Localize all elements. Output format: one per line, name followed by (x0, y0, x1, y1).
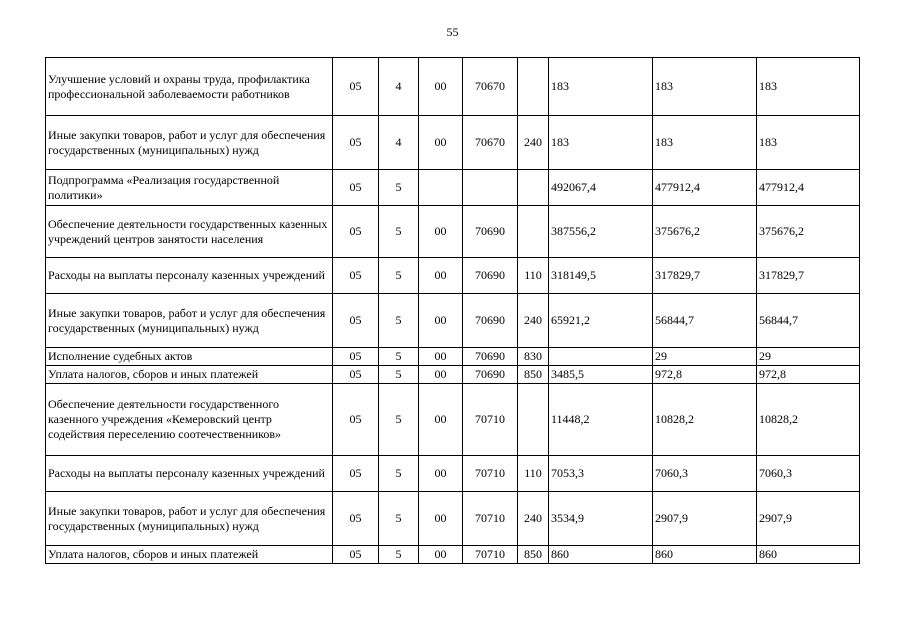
value-year3-cell: 183 (757, 116, 860, 170)
expense-type-cell (518, 170, 549, 206)
expense-type-cell: 850 (518, 546, 549, 564)
section-cell: 05 (333, 546, 379, 564)
table-row (46, 258, 860, 294)
value-year3-cell: 317829,7 (757, 258, 860, 294)
value-year2-cell: 317829,7 (653, 258, 757, 294)
section-cell: 05 (333, 348, 379, 366)
value-year1-cell: 387556,2 (549, 206, 653, 258)
section-cell: 05 (333, 492, 379, 546)
value-year3-cell: 10828,2 (757, 384, 860, 456)
article-cell: 70670 (463, 58, 518, 116)
budget-table (45, 57, 860, 564)
expense-type-cell: 850 (518, 366, 549, 384)
table-row (46, 366, 860, 384)
row-name-cell: Расходы на выплаты персоналу казенных учреждений (46, 456, 333, 492)
table-row (46, 294, 860, 348)
value-year3-cell: 375676,2 (757, 206, 860, 258)
article-cell: 70690 (463, 348, 518, 366)
value-year1-cell: 183 (549, 58, 653, 116)
row-name-cell: Уплата налогов, сборов и иных платежей (46, 546, 333, 564)
expense-type-cell: 240 (518, 492, 549, 546)
section-cell: 05 (333, 456, 379, 492)
subsection-cell: 5 (379, 546, 419, 564)
subsection-cell: 5 (379, 294, 419, 348)
subsection-cell: 5 (379, 366, 419, 384)
article-cell: 70710 (463, 546, 518, 564)
row-name-cell: Уплата налогов, сборов и иных платежей (46, 366, 333, 384)
table-row (46, 456, 860, 492)
row-name-cell: Иные закупки товаров, работ и услуг для обеспечения государственных (муниципальных) нужд (46, 116, 333, 170)
value-year2-cell: 29 (653, 348, 757, 366)
value-year3-cell: 2907,9 (757, 492, 860, 546)
expense-type-cell: 110 (518, 258, 549, 294)
article-cell: 70690 (463, 206, 518, 258)
row-name-cell: Иные закупки товаров, работ и услуг для обеспечения государственных (муниципальных) нужд (46, 492, 333, 546)
subsection-cell: 5 (379, 206, 419, 258)
row-name-cell: Иные закупки товаров, работ и услуг для обеспечения государственных (муниципальных) нужд (46, 294, 333, 348)
table-row (46, 546, 860, 564)
value-year1-cell: 3485,5 (549, 366, 653, 384)
article-cell: 70710 (463, 384, 518, 456)
program-cell: 00 (419, 384, 463, 456)
article-cell: 70690 (463, 294, 518, 348)
section-cell: 05 (333, 58, 379, 116)
subsection-cell: 5 (379, 170, 419, 206)
table-row (46, 348, 860, 366)
section-cell: 05 (333, 366, 379, 384)
value-year1-cell (549, 348, 653, 366)
value-year3-cell: 972,8 (757, 366, 860, 384)
section-cell: 05 (333, 384, 379, 456)
program-cell: 00 (419, 366, 463, 384)
value-year2-cell: 860 (653, 546, 757, 564)
article-cell: 70670 (463, 116, 518, 170)
program-cell: 00 (419, 258, 463, 294)
expense-type-cell: 110 (518, 456, 549, 492)
program-cell: 00 (419, 456, 463, 492)
value-year3-cell: 860 (757, 546, 860, 564)
value-year3-cell: 183 (757, 58, 860, 116)
value-year2-cell: 10828,2 (653, 384, 757, 456)
table-row (46, 206, 860, 258)
row-name-cell: Подпрограмма «Реализация государственной политики» (46, 170, 333, 206)
expense-type-cell (518, 58, 549, 116)
value-year1-cell: 183 (549, 116, 653, 170)
section-cell: 05 (333, 116, 379, 170)
section-cell: 05 (333, 206, 379, 258)
table-row (46, 492, 860, 546)
subsection-cell: 5 (379, 456, 419, 492)
table-row (46, 384, 860, 456)
value-year2-cell: 183 (653, 58, 757, 116)
value-year2-cell: 375676,2 (653, 206, 757, 258)
subsection-cell: 5 (379, 492, 419, 546)
expense-type-cell (518, 206, 549, 258)
table-row (46, 116, 860, 170)
program-cell: 00 (419, 348, 463, 366)
value-year3-cell: 7060,3 (757, 456, 860, 492)
value-year2-cell: 56844,7 (653, 294, 757, 348)
value-year3-cell: 56844,7 (757, 294, 860, 348)
row-name-cell: Обеспечение деятельности государственного казенного учреждения «Кемеровский центр содействия переселению соотечественников» (46, 384, 333, 456)
section-cell: 05 (333, 294, 379, 348)
row-name-cell: Расходы на выплаты персоналу казенных учреждений (46, 258, 333, 294)
value-year2-cell: 477912,4 (653, 170, 757, 206)
value-year1-cell: 860 (549, 546, 653, 564)
program-cell: 00 (419, 206, 463, 258)
value-year1-cell: 318149,5 (549, 258, 653, 294)
article-cell: 70710 (463, 492, 518, 546)
value-year1-cell: 7053,3 (549, 456, 653, 492)
expense-type-cell: 830 (518, 348, 549, 366)
program-cell: 00 (419, 116, 463, 170)
value-year1-cell: 492067,4 (549, 170, 653, 206)
article-cell: 70690 (463, 366, 518, 384)
program-cell: 00 (419, 58, 463, 116)
subsection-cell: 5 (379, 258, 419, 294)
value-year1-cell: 3534,9 (549, 492, 653, 546)
section-cell: 05 (333, 258, 379, 294)
program-cell: 00 (419, 492, 463, 546)
article-cell: 70690 (463, 258, 518, 294)
program-cell: 00 (419, 546, 463, 564)
value-year1-cell: 65921,2 (549, 294, 653, 348)
row-name-cell: Улучшение условий и охраны труда, профилактика профессиональной заболеваемости работников (46, 58, 333, 116)
table-row (46, 58, 860, 116)
subsection-cell: 4 (379, 116, 419, 170)
expense-type-cell: 240 (518, 294, 549, 348)
article-cell: 70710 (463, 456, 518, 492)
value-year2-cell: 2907,9 (653, 492, 757, 546)
subsection-cell: 5 (379, 348, 419, 366)
subsection-cell: 4 (379, 58, 419, 116)
subsection-cell: 5 (379, 384, 419, 456)
row-name-cell: Обеспечение деятельности государственных казенных учреждений центров занятости населения (46, 206, 333, 258)
program-cell (419, 170, 463, 206)
row-name-cell: Исполнение судебных актов (46, 348, 333, 366)
section-cell: 05 (333, 170, 379, 206)
table-body (46, 58, 860, 564)
article-cell (463, 170, 518, 206)
value-year3-cell: 477912,4 (757, 170, 860, 206)
value-year2-cell: 7060,3 (653, 456, 757, 492)
value-year2-cell: 972,8 (653, 366, 757, 384)
value-year1-cell: 11448,2 (549, 384, 653, 456)
value-year3-cell: 29 (757, 348, 860, 366)
value-year2-cell: 183 (653, 116, 757, 170)
table-row (46, 170, 860, 206)
program-cell: 00 (419, 294, 463, 348)
page-number: 55 (446, 25, 459, 39)
expense-type-cell (518, 384, 549, 456)
expense-type-cell: 240 (518, 116, 549, 170)
